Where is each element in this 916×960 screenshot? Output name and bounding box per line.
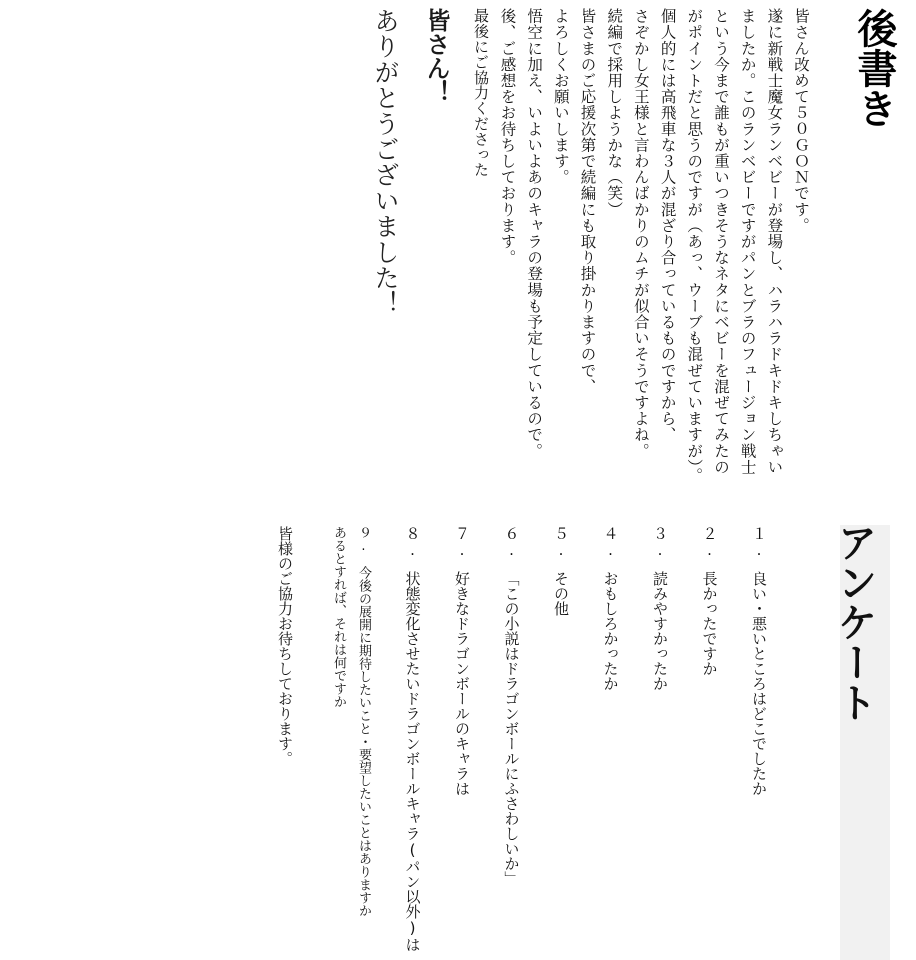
question-number: １. [750, 526, 768, 559]
survey-question [357, 526, 370, 952]
survey-question [751, 526, 766, 952]
afterword-title: 後書き [851, 8, 897, 128]
survey-question [504, 526, 519, 952]
question-number: ６. [502, 526, 521, 559]
afterword-line: ましたか。このランベビーですがパンとブラのフュージョン戦士 [738, 8, 757, 475]
survey-title: アンケート [831, 522, 877, 722]
survey-question [405, 526, 420, 952]
question-text: 読みやすかったか [651, 571, 669, 691]
survey-closing: 皆様のご協力お待ちしております。 [276, 526, 294, 766]
question-text: 長かったですか [700, 571, 719, 676]
question-text: 「この小説はドラゴンボールにふさわしいか」 [502, 571, 521, 886]
survey-question [603, 526, 618, 952]
survey-question-continuation: あるとすれば、それは何ですか [331, 526, 346, 708]
question-text: おもしろかったか [601, 571, 620, 691]
thanks-line-large: ありがとうございました！ [371, 8, 400, 317]
survey-question [553, 526, 568, 952]
thanks-line-medium: 皆さん！ [422, 8, 450, 104]
question-number: ３. [651, 526, 669, 559]
thanks-line-small: 最後にご協力くださった [472, 8, 490, 178]
survey-question-list [277, 526, 766, 952]
afterword-line: 個人的には高飛車な３人が混ざり合っているものですから、 [658, 8, 677, 443]
question-number: ４. [601, 526, 620, 559]
afterword-line: 皆さまのご応援次第で続編にも取り掛かりますので、 [578, 8, 597, 395]
question-number: ８. [403, 526, 422, 559]
afterword-line: よろしくお願いします。 [551, 8, 570, 186]
question-text: 状態変化させたいドラゴンボールキャラ(パン以外)は [403, 571, 422, 952]
afterword-line: 遂に新戦士魔女ランベビーが登場し、ハラハラドキドキしちゃい [765, 8, 784, 475]
question-number: ５. [552, 526, 570, 559]
survey-question [454, 526, 469, 952]
question-text: 好きなドラゴンボールのキャラは [453, 571, 471, 796]
afterword-line: 後、ご感想をお待ちしております。 [498, 8, 517, 266]
survey-question [652, 526, 667, 952]
afterword-line: 悟空に加え、いよいよあのキャラの登場も予定しているので。 [525, 8, 544, 459]
afterword-line: 皆さん改めて５０ＧＯＮです。 [792, 8, 810, 234]
question-text: 今後の展開に期待したいこと・要望したいことはありますか [356, 566, 371, 917]
afterword-line: さぞかし女王様と言わんばかりのムチが似合いそうですよね。 [631, 8, 650, 459]
question-number: ７. [453, 526, 471, 559]
question-text: その他 [552, 571, 570, 616]
survey-question [702, 526, 717, 952]
question-text: 良い・悪いところはどこでしたか [750, 571, 768, 796]
afterword-line: がポイントだと思うのですが（あっ、ウーブも混ぜていますが）。 [685, 8, 704, 484]
afterword-line: 続編で採用しようかな（笑） [605, 8, 624, 218]
question-number: ９. [356, 526, 371, 554]
afterword-line: という今まで誰もが重いつきそうなネタにベビーを混ぜてみたの [711, 8, 730, 475]
question-number: ２. [700, 526, 719, 559]
afterword-body [488, 8, 808, 483]
